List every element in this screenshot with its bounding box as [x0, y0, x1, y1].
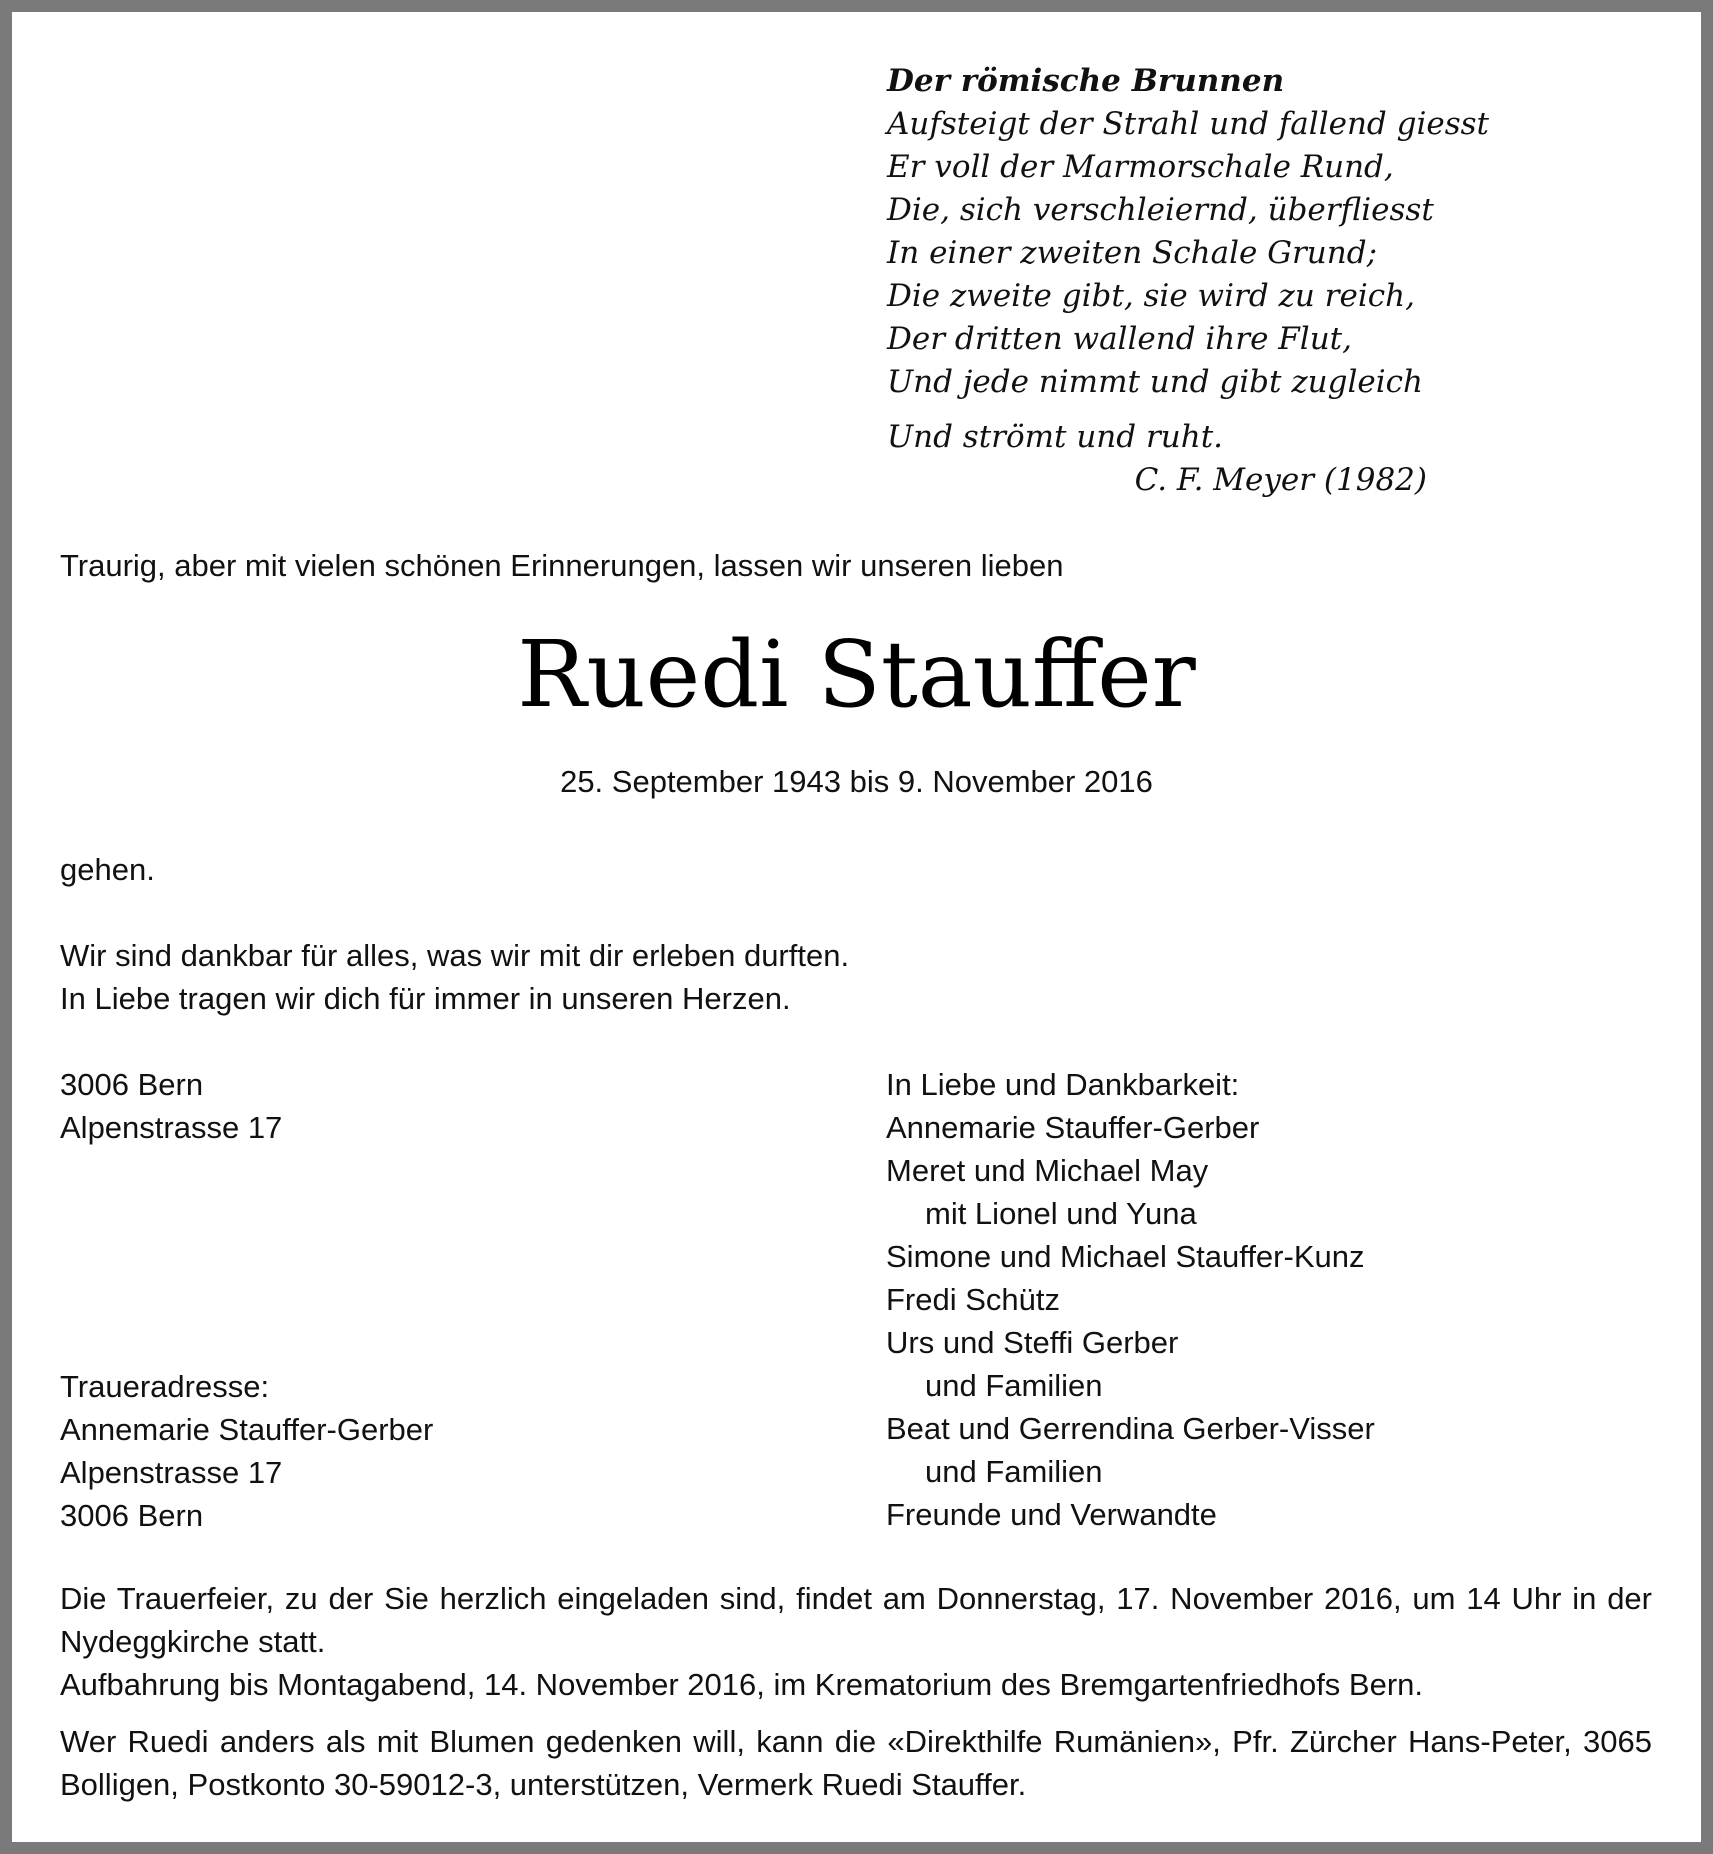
poem-line: Der dritten wallend ihre Flut, — [887, 321, 1352, 357]
mourning-address — [60, 1365, 433, 1537]
family-member: Fredi Schütz — [886, 1282, 1061, 1317]
poem — [887, 60, 1490, 502]
thanks-line: In Liebe tragen wir dich für immer in unseren Herzen. — [60, 981, 791, 1016]
poem-line: Die, sich verschleiernd, überfliesst — [887, 192, 1434, 228]
address-line: 3006 Bern — [60, 1067, 204, 1102]
intro-text: Traurig, aber mit vielen schönen Erinnerungen, lassen wir unseren lieben — [60, 548, 1064, 583]
family-member: Annemarie Stauffer-Gerber — [886, 1110, 1260, 1145]
poem-line: In einer zweiten Schale Grund; — [887, 235, 1378, 271]
poem-line: Er voll der Marmorschale Rund, — [887, 149, 1394, 185]
thanks-line: Wir sind dankbar für alles, was wir mit dir erleben durften. — [60, 938, 850, 973]
poem-last-line: Und strömt und ruht. — [887, 419, 1224, 455]
family-member: mit Lionel und Yuna — [925, 1196, 1197, 1231]
home-address — [60, 1063, 282, 1149]
thanks-text — [60, 934, 849, 1020]
family-member: Urs und Steffi Gerber — [886, 1325, 1179, 1360]
family-heading: In Liebe und Dankbarkeit: — [886, 1067, 1240, 1102]
poem-author: C. F. Meyer (1982) — [1134, 462, 1427, 498]
ceremony-notice: Die Trauerfeier, zu der Sie herzlich eingeladen sind, findet am Donnerstag, 17. November 2016, um 14 Uhr in der Nydeggkirche statt. — [60, 1581, 1652, 1659]
poem-line: Die zweite gibt, sie wird zu reich, — [887, 278, 1415, 314]
obituary-page — [12, 12, 1701, 1842]
mourning-address-line: Annemarie Stauffer-Gerber — [60, 1412, 434, 1447]
address-line: Alpenstrasse 17 — [60, 1110, 283, 1145]
mourning-address-heading: Traueradresse: — [60, 1369, 270, 1404]
deceased-name: Ruedi Stauffer — [517, 621, 1196, 728]
family-member: und Familien — [925, 1454, 1103, 1489]
mourning-address-line: 3006 Bern — [60, 1498, 204, 1533]
poem-line: Aufsteigt der Strahl und fallend giesst — [887, 106, 1490, 142]
intro-continuation: gehen. — [60, 852, 155, 887]
laying-out-notice: Aufbahrung bis Montagabend, 14. November 2016, im Krematorium des Bremgartenfriedhofs Bern. — [60, 1667, 1424, 1702]
poem-title: Der römische Brunnen — [887, 63, 1285, 99]
family-member: Beat und Gerrendina Gerber-Visser — [886, 1411, 1375, 1446]
family-list — [886, 1063, 1375, 1536]
poem-line: Und jede nimmt und gibt zugleich — [887, 364, 1423, 400]
family-member: und Familien — [925, 1368, 1103, 1403]
donation-notice: Wer Ruedi anders als mit Blumen gedenken will, kann die «Direkthilfe Rumänien», Pfr. Zürcher Hans-Peter, 3065 Bolligen, Postkonto 30-59012-3, unterstützen, Vermerk Ruedi Stauffer. — [60, 1724, 1652, 1802]
mourning-address-line: Alpenstrasse 17 — [60, 1455, 283, 1490]
family-member: Freunde und Verwandte — [886, 1497, 1217, 1532]
life-dates: 25. September 1943 bis 9. November 2016 — [560, 764, 1153, 799]
family-member: Simone und Michael Stauffer-Kunz — [886, 1239, 1365, 1274]
family-member: Meret und Michael May — [886, 1153, 1209, 1188]
